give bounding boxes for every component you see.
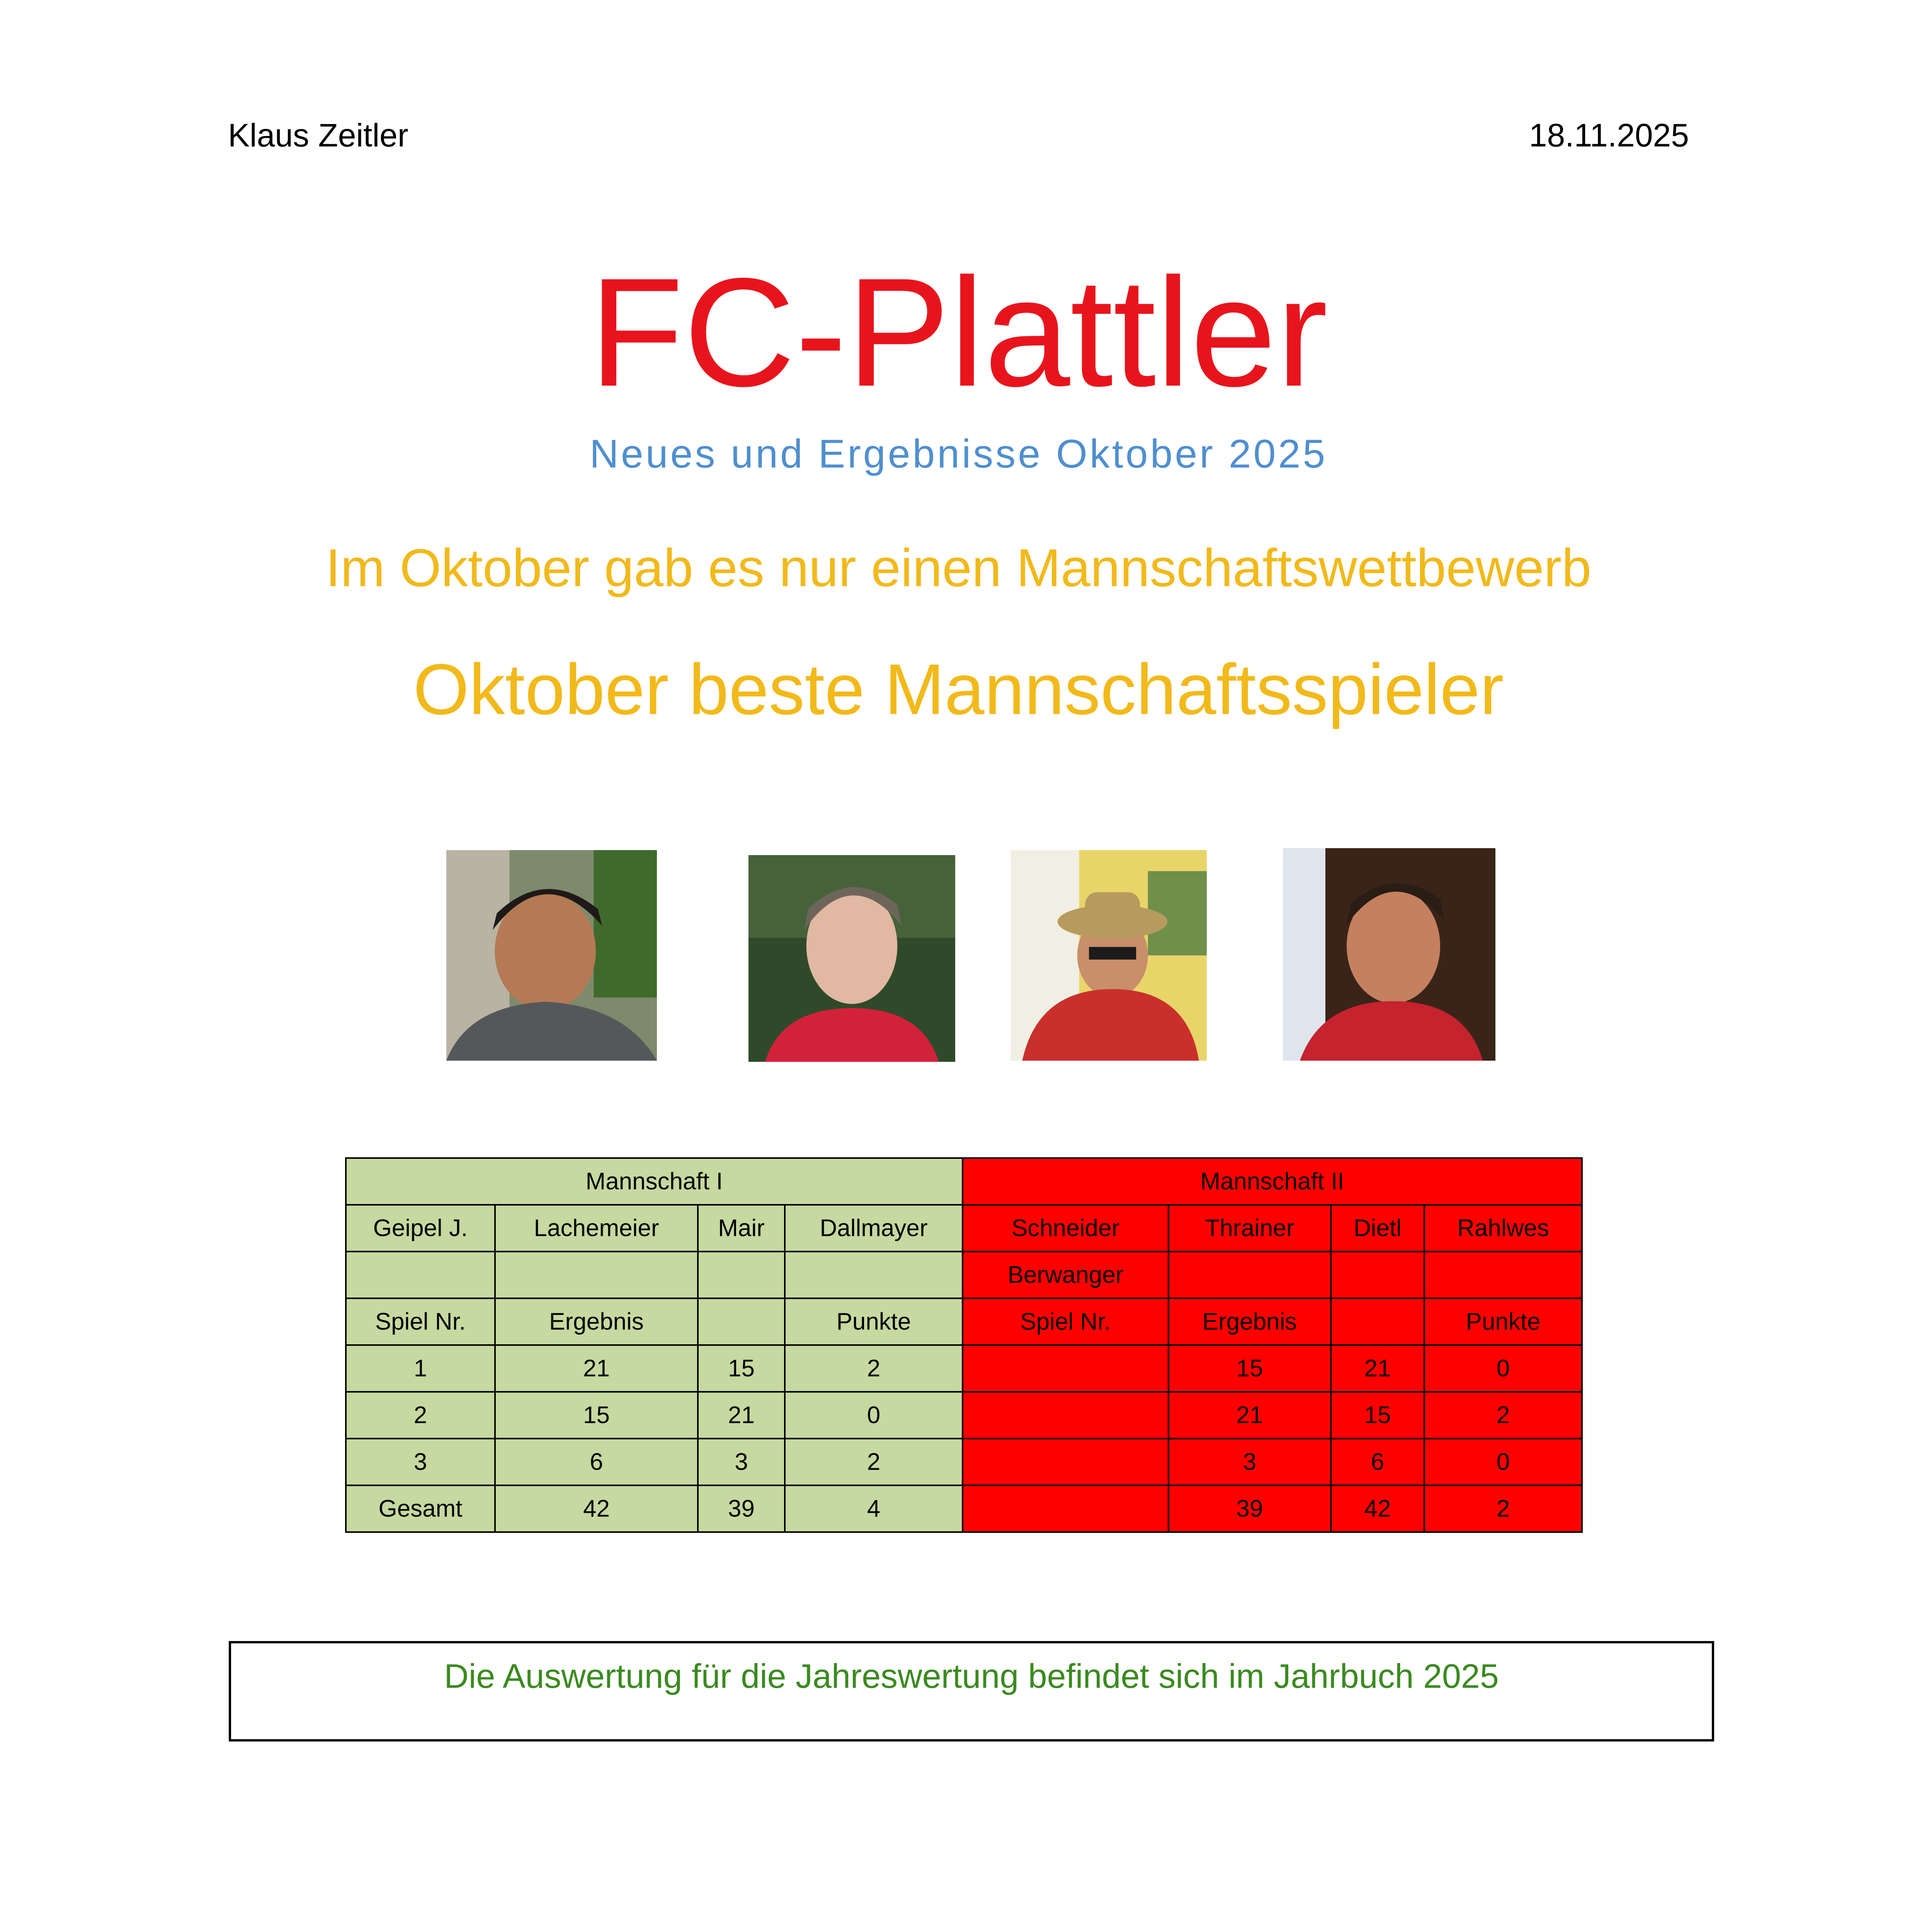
team2-punkte: 0 — [1424, 1345, 1582, 1392]
results-table — [345, 1157, 1583, 1533]
team2-player-4: Rahlwes — [1424, 1205, 1582, 1252]
team1-total-punkte: 4 — [785, 1485, 963, 1532]
team1-name: Mannschaft I — [346, 1158, 963, 1205]
team2-spiel — [963, 1392, 1169, 1439]
team1-score-b: 3 — [698, 1439, 785, 1485]
header-date: 18.11.2025 — [1529, 117, 1689, 153]
team1-total-a: 42 — [495, 1485, 698, 1532]
team2-score-a: 15 — [1169, 1345, 1331, 1392]
table-row-players — [346, 1205, 1582, 1252]
team1-label-punkte: Punkte — [785, 1298, 963, 1345]
team2-label-punkte: Punkte — [1424, 1298, 1582, 1345]
team2-spiel — [963, 1345, 1169, 1392]
empty-cell — [698, 1252, 785, 1298]
table-row-team-names — [346, 1158, 1582, 1205]
empty-cell — [1331, 1298, 1424, 1345]
team1-total-b: 39 — [698, 1485, 785, 1532]
team2-score-a: 3 — [1169, 1439, 1331, 1485]
team2-player-1: Schneider — [963, 1205, 1169, 1252]
player-photo-4 — [1283, 848, 1495, 1061]
team2-punkte: 0 — [1424, 1439, 1582, 1485]
team1-player-4: Dallmayer — [785, 1205, 963, 1252]
team1-punkte: 0 — [785, 1392, 963, 1439]
headline-best-players: Oktober beste Mannschaftsspieler — [413, 650, 1504, 730]
annual-note-text: Die Auswertung für die Jahreswertung befindet sich im Jahrbuch 2025 — [444, 1657, 1499, 1695]
team1-spiel: 1 — [346, 1345, 495, 1392]
team1-total-label: Gesamt — [346, 1485, 495, 1532]
player-photo-icon — [1010, 850, 1207, 1061]
player-photo-2 — [748, 855, 955, 1062]
team2-player-3: Dietl — [1331, 1205, 1424, 1252]
team2-total-punkte: 2 — [1424, 1485, 1582, 1532]
empty-cell — [1331, 1252, 1424, 1298]
empty-cell — [785, 1252, 963, 1298]
team2-player-2: Thrainer — [1169, 1205, 1331, 1252]
team1-spiel: 3 — [346, 1439, 495, 1485]
team2-extra-player: Berwanger — [963, 1252, 1169, 1298]
team1-score-a: 6 — [495, 1439, 698, 1485]
table-row-column-labels — [346, 1298, 1582, 1345]
table-row-total — [346, 1485, 1582, 1532]
empty-cell — [1424, 1252, 1582, 1298]
header-author: Klaus Zeitler — [228, 117, 408, 153]
team2-total-b: 42 — [1331, 1485, 1424, 1532]
team1-score-a: 21 — [495, 1345, 698, 1392]
annual-note-box — [229, 1641, 1714, 1742]
team1-player-3: Mair — [698, 1205, 785, 1252]
team1-score-b: 21 — [698, 1392, 785, 1439]
empty-cell — [495, 1252, 698, 1298]
team2-score-b: 6 — [1331, 1439, 1424, 1485]
table-row — [346, 1439, 1582, 1485]
team2-total-label — [963, 1485, 1169, 1532]
team1-score-a: 15 — [495, 1392, 698, 1439]
team2-label-spiel: Spiel Nr. — [963, 1298, 1169, 1345]
team2-name: Mannschaft II — [963, 1158, 1582, 1205]
team2-score-a: 21 — [1169, 1392, 1331, 1439]
team1-label-spiel: Spiel Nr. — [346, 1298, 495, 1345]
page-subtitle: Neues und Ergebnisse Oktober 2025 — [589, 432, 1328, 476]
empty-cell — [346, 1252, 495, 1298]
team1-player-2: Lachemeier — [495, 1205, 698, 1252]
player-photo-1 — [446, 850, 657, 1061]
team2-label-ergebnis: Ergebnis — [1169, 1298, 1331, 1345]
player-photo-icon — [1283, 848, 1495, 1061]
page-title: FC-Plattler — [589, 246, 1328, 418]
team1-score-b: 15 — [698, 1345, 785, 1392]
team1-player-1: Geipel J. — [346, 1205, 495, 1252]
table-row-extra-player — [346, 1252, 1582, 1298]
team2-total-a: 39 — [1169, 1485, 1331, 1532]
headline-competition: Im Oktober gab es nur einen Mannschaftswettbewerb — [325, 538, 1592, 598]
player-photo-icon — [446, 850, 657, 1061]
team2-punkte: 2 — [1424, 1392, 1582, 1439]
empty-cell — [1169, 1252, 1331, 1298]
team1-label-ergebnis: Ergebnis — [495, 1298, 698, 1345]
table-row — [346, 1392, 1582, 1439]
empty-cell — [698, 1298, 785, 1345]
player-photo-3 — [1010, 850, 1207, 1061]
table-row — [346, 1345, 1582, 1392]
player-photo-icon — [748, 855, 955, 1062]
team1-punkte: 2 — [785, 1345, 963, 1392]
team2-spiel — [963, 1439, 1169, 1485]
team1-spiel: 2 — [346, 1392, 495, 1439]
team1-punkte: 2 — [785, 1439, 963, 1485]
team2-score-b: 15 — [1331, 1392, 1424, 1439]
team2-score-b: 21 — [1331, 1345, 1424, 1392]
